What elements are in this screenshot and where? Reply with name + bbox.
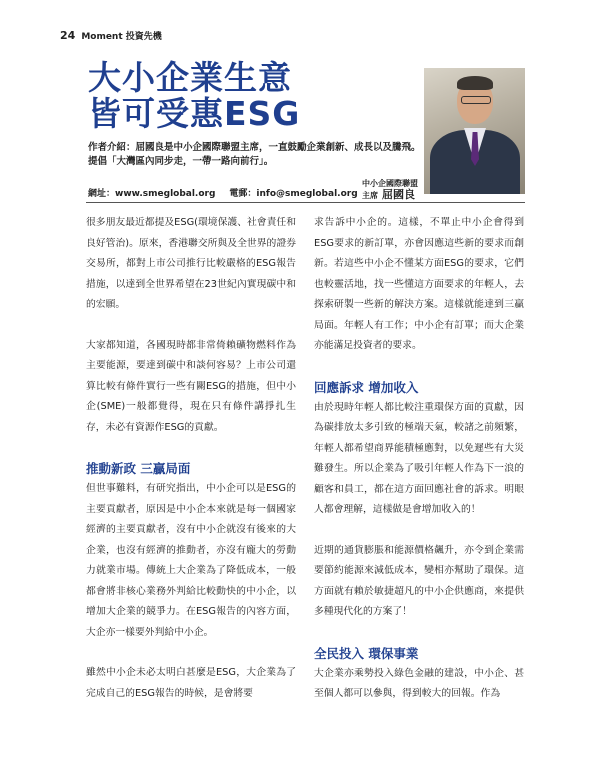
page-number: 24 — [60, 29, 76, 42]
paragraph: 大家都知道，各國現時都非常倚賴礦物燃料作為主要能源，要達到碳中和談何容易？上市公司還算比較有條件實行一些有關ESG的措施，但中小企(SME)一般都覺得，現在只有條件講掙扎生存，未必有資源作ESG的貢獻。 — [86, 339, 296, 433]
paragraph: 近期的通貨膨脹和能源價格飆升，亦令到企業需要節約能源來減低成本，變相亦幫助了環保。這方面就有賴於敏捷超凡的中小企供應商，來提供多種現代化的方案了！ — [314, 544, 524, 617]
page-header — [60, 29, 162, 42]
paragraph: 但世事難料，有研究指出，中小企可以是ESG的主要貢獻者，原因是中小企本來就是每一個國家經濟的主要貢獻者，沒有中小企就沒有後來的大企業，也沒有經濟的推動者，亦沒有龐大的勞動力就業市場。傳統上大企業為了降低成本，一般都會將非核心業務外判給比較動快的中小企，以增加大企業的競爭力。在ESG報告的內容方面，大企亦一樣要外判給中小企。 — [86, 483, 296, 638]
article-column-2 — [314, 213, 524, 705]
caption-org: 中小企國際聯盟 — [362, 179, 418, 188]
author-photo — [424, 68, 525, 194]
title-line-1: 大小企業生意 — [88, 58, 292, 97]
author-intro-line-2: 提倡「大灣區內同步走，一帶一路向前行」。 — [88, 156, 274, 167]
author-intro-line-1: 作者介紹：屈國良是中小企國際聯盟主席，一直鼓勵企業創新、成長以及騰飛。 — [88, 142, 421, 153]
paragraph: 求告訴中小企的。這樣，不單止中小企會得到ESG要求的新訂單，亦會因應這些新的要求而創新。若這些中小企不懂某方面ESG的要求，它們也較靈活地，找一些懂這方面要求的年輕人，去探索研製一些新的解決方案。這樣就能達到三贏局面。年輕人有工作；中小企有訂單；而大企業亦能滿足投資者的要求。 — [314, 217, 524, 351]
section-heading: 回應訴求 增加收入 — [314, 379, 419, 395]
paragraph: 很多朋友最近都提及ESG(環境保護、社會責任和良好管治)。原來，香港聯交所與及全世界的證券交易所，都對上市公司推行比較嚴格的ESG報告措施，以達到全世界希望在23世紀內實現碳中和的宏願。 — [86, 217, 296, 310]
magazine-name: Moment 投資先機 — [81, 32, 162, 42]
title-line-2: 皆可受惠ESG — [88, 94, 301, 133]
website-text: 網址：www.smeglobal.org — [88, 189, 216, 199]
article-title — [88, 60, 300, 132]
section-heading: 推動新政 三贏局面 — [86, 461, 191, 476]
caption-role: 主席 — [362, 191, 378, 200]
section-heading: 全民投入 環保事業 — [314, 645, 419, 661]
caption-name: 屈國良 — [382, 188, 415, 201]
email-text: 電郵：info@smeglobal.org — [229, 189, 358, 199]
contact-info — [88, 186, 372, 199]
divider — [86, 202, 525, 203]
paragraph: 大企業亦乘勢投入綠色金融的建設，中小企、甚至個人都可以參與，得到較大的回報。作為 — [314, 667, 524, 699]
paragraph: 雖然中小企未必太明白甚麼是ESG，大企業為了完成自己的ESG報告的時候，是會將要 — [86, 667, 296, 699]
author-intro — [88, 141, 424, 169]
paragraph: 由於現時年輕人都比較注重環保方面的貢獻，因為碳排放太多引致的極端天氣，較諸之前頻繁，年輕人都希望商界能積極應對，以免遲些有大災難發生。所以企業為了吸引年輕人作為下一浪的顧客和員工，都在這方面回應社會的訴求。明眼人都會理解，這樣做是會增加收入的！ — [314, 401, 524, 515]
article-column-1 — [86, 213, 296, 704]
